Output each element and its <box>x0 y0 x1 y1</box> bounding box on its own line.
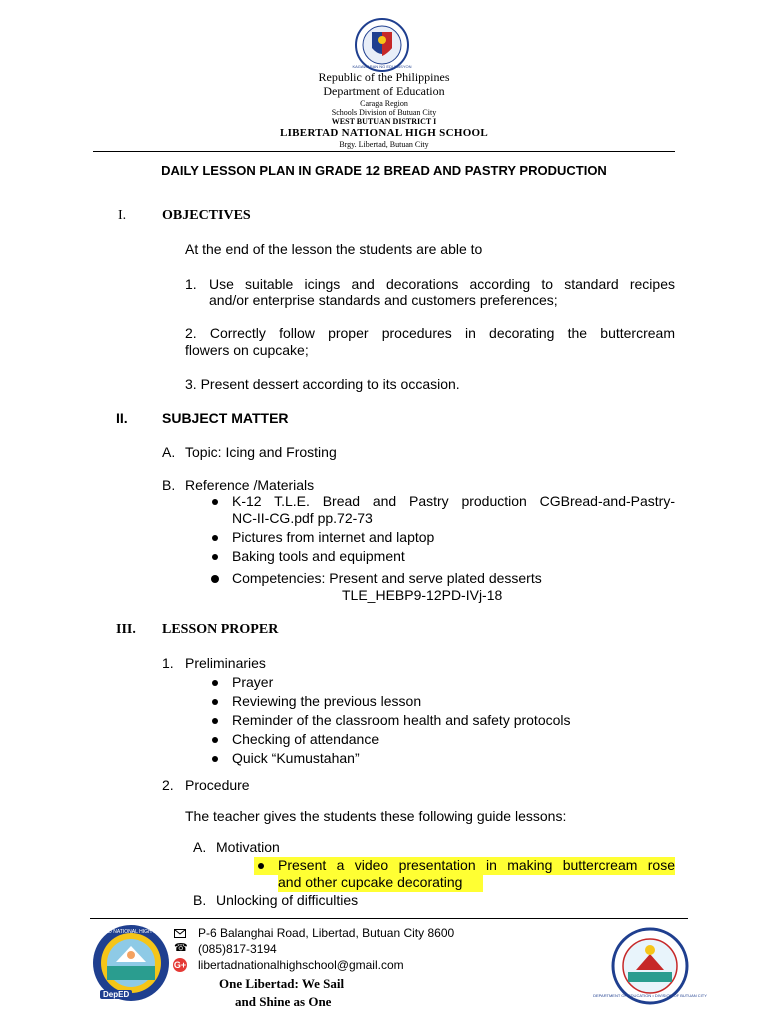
objectives-intro: At the end of the lesson the students are able to <box>185 241 483 257</box>
competency-code: TLE_HEBP9-12PD-IVj-18 <box>342 587 503 603</box>
phone-icon: ☎ <box>174 942 188 954</box>
bullet-dot <box>211 575 219 583</box>
bullet-dot <box>212 680 218 686</box>
objective-3: 3. Present dessert according to its occasion. <box>185 376 460 392</box>
subject-references: Reference /Materials <box>185 477 315 493</box>
header-district: WEST BUTUAN DISTRICT I <box>331 117 437 126</box>
lesson-step-1-num: 1. <box>162 655 174 671</box>
email-icon: G+ <box>173 960 187 970</box>
procedure-a-num: A. <box>193 839 207 855</box>
preliminary-item: Quick “Kumustahan” <box>232 750 360 766</box>
header-division: Schools Division of Butuan City <box>331 108 437 117</box>
header-department: Department of Education <box>323 84 445 98</box>
reference-curriculum-line1: K-12 T.L.E. Bread and Pastry production CGBread-and-Pastry- <box>232 493 675 509</box>
preliminary-item: Checking of attendance <box>232 731 380 747</box>
objective-1-line2: and/or enterprise standards and customers preferences; <box>209 292 558 308</box>
objective-2-line1: 2. Correctly follow proper procedures in decorating the buttercream <box>185 325 675 341</box>
header-address: Brgy. Libertad, Butuan City <box>339 140 429 149</box>
motivation-activity-line2: and other cupcake decorating <box>278 874 463 890</box>
header-region: Caraga Region <box>360 99 408 108</box>
bullet-dot <box>212 756 218 762</box>
bullet-dot <box>212 699 218 705</box>
reference-tools: Baking tools and equipment <box>232 548 405 564</box>
section-heading-subject: SUBJECT MATTER <box>162 410 289 426</box>
section-num-subject: II. <box>116 410 128 426</box>
bullet-dot <box>212 718 218 724</box>
header-divider <box>93 151 675 152</box>
section-num-lesson: III. <box>116 622 136 637</box>
subject-a-num: A. <box>162 444 176 460</box>
division-seal-logo <box>593 926 707 1006</box>
lesson-step-preliminaries: Preliminaries <box>185 655 266 671</box>
envelope-icon <box>174 929 186 938</box>
subject-b-num: B. <box>162 477 176 493</box>
deped-badge: DepED <box>100 990 132 999</box>
objective-1-num: 1. <box>185 276 197 292</box>
bullet-dot <box>212 535 218 541</box>
objective-2-line2: flowers on cupcake; <box>185 342 309 358</box>
reference-competencies: Competencies: Present and serve plated desserts <box>232 570 542 586</box>
lesson-step-procedure: Procedure <box>185 777 250 793</box>
school-logo-text: LIBERTAD NATIONAL HIGH SCHOOL <box>87 929 175 935</box>
section-heading-lesson: LESSON PROPER <box>162 622 279 637</box>
preliminary-item: Reminder of the classroom health and safety protocols <box>232 712 571 728</box>
division-seal-text: DEPARTMENT OF EDUCATION • DIVISION OF BUTUAN CITY <box>593 993 707 998</box>
lesson-step-2-num: 2. <box>162 777 174 793</box>
deped-seal-logo <box>352 18 412 72</box>
footer-motto-line1: One Libertad: We Sail <box>219 976 345 991</box>
reference-pictures: Pictures from internet and laptop <box>232 529 435 545</box>
bullet-dot <box>212 499 218 505</box>
footer-address: P-6 Balanghai Road, Libertad, Butuan City 8600 <box>198 926 455 940</box>
preliminary-item: Reviewing the previous lesson <box>232 693 422 709</box>
bullet-dot <box>212 554 218 560</box>
preliminary-item: Prayer <box>232 674 274 690</box>
procedure-b-num: B. <box>193 892 207 908</box>
subject-topic: Topic: Icing and Frosting <box>185 444 337 460</box>
objective-1-line1: Use suitable icings and decorations according to standard recipes <box>209 276 675 292</box>
section-num-objectives: I. <box>118 208 127 223</box>
bullet-dot <box>258 863 264 869</box>
seal-text: KAGAWARAN NG EDUKASYON <box>352 64 412 69</box>
footer-email: libertadnationalhighschool@gmail.com <box>198 958 404 972</box>
procedure-guide-text: The teacher gives the students these following guide lessons: <box>185 808 567 824</box>
header-republic: Republic of the Philippines <box>318 70 450 84</box>
procedure-unlocking: Unlocking of difficulties <box>216 892 359 908</box>
procedure-motivation: Motivation <box>216 839 280 855</box>
document-title: DAILY LESSON PLAN IN GRADE 12 BREAD AND PASTRY PRODUCTION <box>161 163 607 178</box>
footer-phone: (085)817-3194 <box>198 942 277 956</box>
bullet-dot <box>212 737 218 743</box>
footer-motto-line2: and Shine as One <box>235 994 332 1009</box>
reference-curriculum-line2: NC-II-CG.pdf pp.72-73 <box>232 510 373 526</box>
section-heading-objectives: OBJECTIVES <box>162 208 251 223</box>
motivation-activity-line1: Present a video presentation in making buttercream rose <box>278 857 675 873</box>
footer-divider <box>90 918 688 919</box>
header-school-name: LIBERTAD NATIONAL HIGH SCHOOL <box>279 127 489 139</box>
